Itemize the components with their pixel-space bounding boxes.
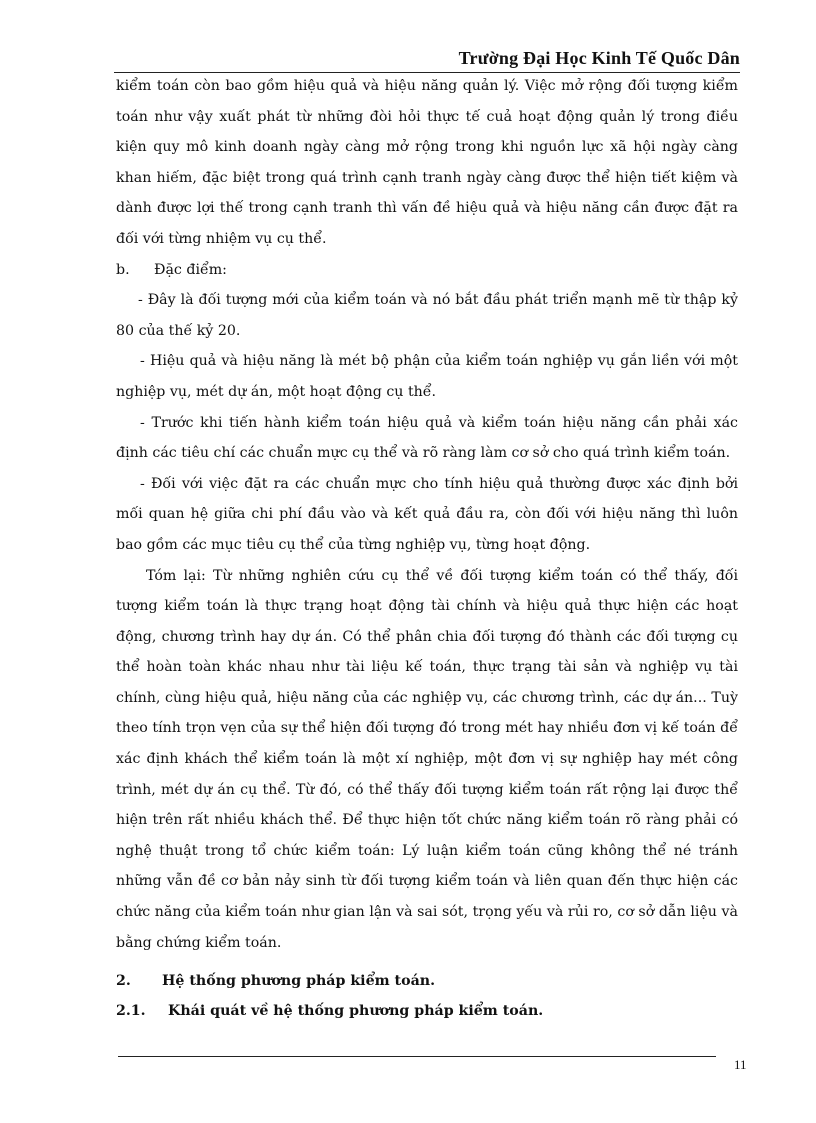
subheading-b-label: b. xyxy=(116,261,130,278)
section-heading-2-1 xyxy=(116,996,738,1026)
document-body xyxy=(116,71,738,1026)
page-header xyxy=(114,48,740,73)
bullet-item-3: - Trước khi tiến hành kiểm toán hiệu quả và kiểm toán hiệu năng cần phải xác định các tiêu chí các chuẩn mực cụ thể và rõ ràng làm cơ sở cho quá trình kiểm toán. xyxy=(116,414,738,462)
section-heading-2 xyxy=(116,966,738,996)
page-number: 11 xyxy=(734,1057,747,1072)
section-2-number: 2. xyxy=(116,973,131,990)
header-title: Trường Đại Học Kinh Tế Quốc Dân xyxy=(458,48,740,68)
section-2-title: Hệ thống phương pháp kiểm toán. xyxy=(162,973,436,990)
section-2-1-number: 2.1. xyxy=(116,1003,146,1020)
subheading-b xyxy=(116,255,738,286)
section-2-1-title: Khái quát về hệ thống phương pháp kiểm toán. xyxy=(168,1003,544,1020)
paragraph-intro: kiểm toán còn bao gồm hiệu quả và hiệu năng quản lý. Việc mở rộng đối tượng kiểm toán như vậy xuất phát từ những đòi hỏi thực tế cuả hoạt động quản lý trong điều kiện quy mô kinh doanh ngày càng mở rộng trong khi nguồn lực xã hội ngày càng khan hiếm, đặc biệt trong quá trình cạnh tranh ngày càng được thể hiện tiết kiệm và dành được lợi thế trong cạnh tranh thì vấn đề hiệu quả và hiệu năng cần được đặt ra đối với từng nhiệm vụ cụ thể. xyxy=(116,78,738,247)
paragraph-summary: Tóm lại: Từ những nghiên cứu cụ thể về đối tượng kiểm toán có thể thấy, đối tượng kiểm toán là thực trạng hoạt động tài chính và hiệu quả thực hiện các hoạt động, chương trình hay dự án. Có thể phân chia đối tượng đó thành các đối tượng cụ thể hoàn toàn khác nhau như tài liệu kế toán, thực trạng tài sản và nghiệp vụ tài chính, cùng hiệu quả, hiệu năng của các nghiệp vụ, các chương trình, các dự án... Tuỳ theo tính trọn vẹn của sự thể hiện đối tượng đó trong mét hay nhiều đơn vị kế toán để xác định khách thể kiểm toán là một xí nghiệp, một đơn vị sự nghiệp hay mét công trình, mét dự án cụ thể. Từ đó, có thể thấy đối tượng kiểm toán rất rộng lại được thể hiện trên rất nhiều khách thể. Để thực hiện tốt chức năng kiểm toán rõ ràng phải có nghệ thuật trong tổ chức kiểm toán: Lý luận kiểm toán cũng không thể né tránh những vẫn đề cơ bản nảy sinh từ đối tượng kiểm toán và liên quan đến thực hiện các chức năng của kiểm toán như gian lận và sai sót, trọng yếu và rủi ro, cơ sở dẫn liệu và bằng chứng kiểm toán. xyxy=(116,567,738,951)
bullet-item-4: - Đối với việc đặt ra các chuẩn mực cho tính hiệu quả thường được xác định bởi mối quan hệ giữa chi phí đầu vào và kết quả đầu ra, còn đối với hiệu năng thì luôn bao gồm các mục tiêu cụ thể của từng nghiệp vụ, từng hoạt động. xyxy=(116,475,738,553)
bullet-item-2: - Hiệu quả và hiệu năng là mét bộ phận của kiểm toán nghiệp vụ gắn liền với một nghiệp vụ, mét dự án, một hoạt động cụ thể. xyxy=(116,353,738,400)
footer-divider xyxy=(118,1056,716,1057)
subheading-b-text: Đặc điểm: xyxy=(154,261,227,278)
bullet-item-1: - Đây là đối tượng mới của kiểm toán và nó bắt đầu phát triển mạnh mẽ từ thập kỷ 80 của thế kỷ 20. xyxy=(116,292,738,339)
